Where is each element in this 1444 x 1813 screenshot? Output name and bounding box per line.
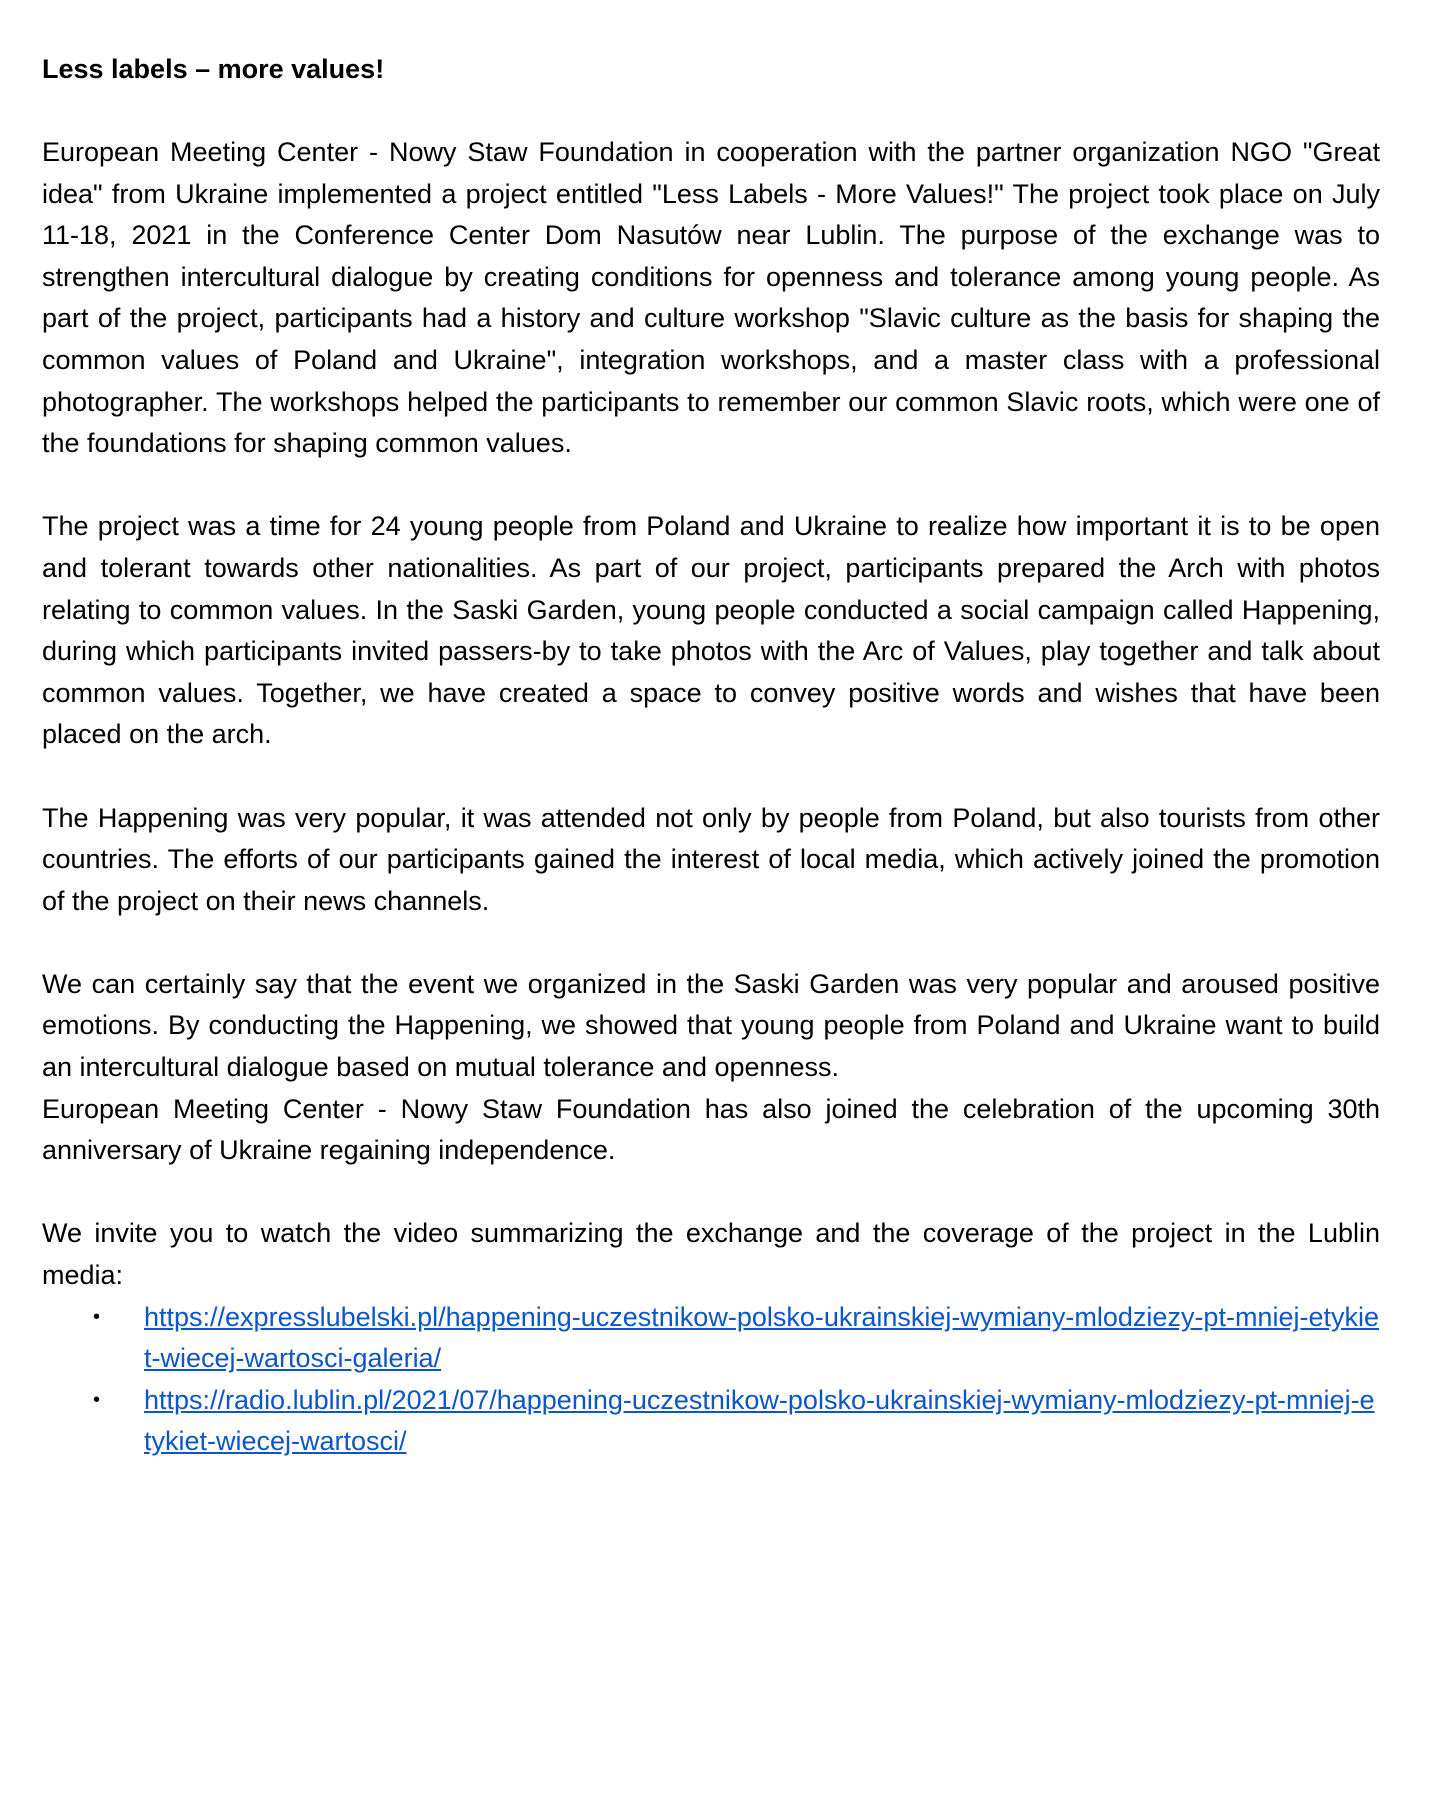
- document-title: Less labels – more values!: [42, 54, 385, 84]
- list-item: [42, 1380, 1380, 1463]
- paragraph-participants: The project was a time for 24 young people from Poland and Ukraine to realize how important it is to be open and tolerant towards other nationalities. As part of our project, participants prepared the Arch with photos relating to common values. In the Saski Garden, young people conducted a social campaign called Happening, during which participants invited passers-by to take photos with the Arc of Values, play together and talk about common values. Together, we have created a space to convey positive words and wishes that have been placed on the arch.: [42, 511, 1380, 750]
- document-page: [42, 48, 1380, 1463]
- paragraph-invitation: We invite you to watch the video summarizing the exchange and the coverage of the project in the Lublin media:: [42, 1218, 1380, 1291]
- paragraph-conclusion: We can certainly say that the event we organized in the Saski Garden was very popular and aroused positive emotions. By conducting the Happening, we showed that young people from Poland and Ukraine want to build an intercultural dialogue based on mutual tolerance and openness.: [42, 968, 1380, 1083]
- paragraph-anniversary: European Meeting Center - Nowy Staw Foundation has also joined the celebration of the upcoming 30th anniversary of Ukraine regaining independence.: [42, 1093, 1380, 1166]
- bullet-icon: •: [93, 1305, 101, 1328]
- media-links-list: [42, 1297, 1380, 1463]
- list-item: [42, 1297, 1380, 1380]
- paragraph-project-overview: European Meeting Center - Nowy Staw Foundation in cooperation with the partner organization NGO "Great idea" from Ukraine implemented a project entitled "Less Labels - More Values!" The project took place on July 11-18, 2021 in the Conference Center Dom Nasutów near Lublin. The purpose of the exchange was to strengthen intercultural dialogue by creating conditions for openness and tolerance among young people. As part of the project, participants had a history and culture workshop "Slavic culture as the basis for shaping the common values of Poland and Ukraine", integration workshops, and a master class with a professional photographer. The workshops helped the participants to remember our common Slavic roots, which were one of the foundations for shaping common values.: [42, 137, 1380, 459]
- paragraph-happening: The Happening was very popular, it was attended not only by people from Poland, but also tourists from other countries. The efforts of our participants gained the interest of local media, which actively joined the promotion of the project on their news channels.: [42, 802, 1380, 916]
- link-expresslubelski[interactable]: https://expresslubelski.pl/happening-uczestnikow-polsko-ukrainskiej-wymiany-mlodziezy-pt-mniej-etykiet-wiecej-wartosci-galeria/: [144, 1301, 1379, 1374]
- link-radio-lublin[interactable]: https://radio.lublin.pl/2021/07/happening-uczestnikow-polsko-ukrainskiej-wymiany-mlodziezy-pt-mniej-etykiet-wiecej-wartosci/: [144, 1384, 1375, 1457]
- bullet-icon: •: [93, 1388, 101, 1411]
